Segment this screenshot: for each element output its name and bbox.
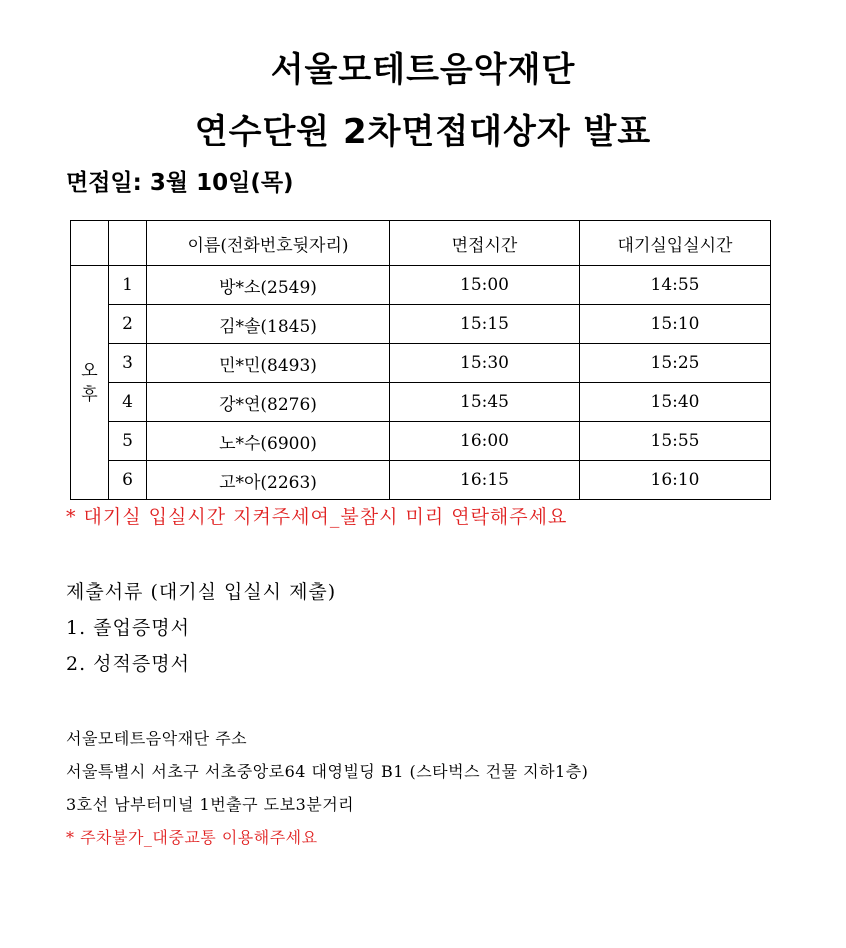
document-item: 1. 졸업증명서 <box>66 617 190 639</box>
arrival-notice: * 대기실 입실시간 지켜주세여_불참시 미리 연락해주세요 <box>66 506 568 528</box>
waiting-time: 15:40 <box>580 383 771 422</box>
document-item: 2. 성적증명서 <box>66 653 190 675</box>
table-row <box>71 305 771 344</box>
interview-time: 15:15 <box>390 305 580 344</box>
period-char: 후 <box>81 384 98 405</box>
interview-time: 15:45 <box>390 383 580 422</box>
header-period <box>71 221 109 266</box>
address-heading: 서울모테트음악재단 주소 <box>66 729 248 748</box>
address-block <box>66 722 588 854</box>
period-char: 오 <box>81 360 98 381</box>
interview-time: 15:30 <box>390 344 580 383</box>
interview-time: 16:15 <box>390 461 580 500</box>
applicant-name: 강*연(8276) <box>147 383 390 422</box>
interview-date: 면접일: 3월 10일(목) <box>66 170 294 196</box>
parking-notice: * 주차불가_대중교통 이용해주세요 <box>66 828 318 847</box>
interview-schedule-table <box>70 220 771 500</box>
required-documents <box>66 574 336 682</box>
table-row <box>71 461 771 500</box>
interview-time: 16:00 <box>390 422 580 461</box>
directions-line: 3호선 남부터미널 1번출구 도보3분거리 <box>66 795 355 814</box>
documents-heading: 제출서류 (대기실 입실시 제출) <box>66 581 337 603</box>
table-row <box>71 344 771 383</box>
table-row <box>71 422 771 461</box>
waiting-time: 15:25 <box>580 344 771 383</box>
waiting-time: 16:10 <box>580 461 771 500</box>
row-number: 2 <box>109 305 147 344</box>
header-interview-time: 면접시간 <box>390 221 580 266</box>
header-name: 이름(전화번호뒷자리) <box>147 221 390 266</box>
header-waiting-time: 대기실입실시간 <box>580 221 771 266</box>
address-line: 서울특별시 서초구 서초중앙로64 대영빌딩 B1 (스타벅스 건물 지하1층) <box>66 762 589 781</box>
waiting-time: 14:55 <box>580 266 771 305</box>
applicant-name: 민*민(8493) <box>147 344 390 383</box>
waiting-time: 15:10 <box>580 305 771 344</box>
applicant-name: 김*솔(1845) <box>147 305 390 344</box>
row-number: 4 <box>109 383 147 422</box>
waiting-time: 15:55 <box>580 422 771 461</box>
row-number: 5 <box>109 422 147 461</box>
table-row <box>71 266 771 305</box>
header-number <box>109 221 147 266</box>
row-number: 1 <box>109 266 147 305</box>
applicant-name: 노*수(6900) <box>147 422 390 461</box>
foundation-title: 서울모테트음악재단 <box>270 50 576 90</box>
row-number: 6 <box>109 461 147 500</box>
period-cell <box>71 266 109 500</box>
row-number: 3 <box>109 344 147 383</box>
table-header-row <box>71 221 771 266</box>
announcement-title: 연수단원 2차면접대상자 발표 <box>194 112 652 152</box>
interview-time: 15:00 <box>390 266 580 305</box>
table-row <box>71 383 771 422</box>
applicant-name: 고*아(2263) <box>147 461 390 500</box>
applicant-name: 방*소(2549) <box>147 266 390 305</box>
